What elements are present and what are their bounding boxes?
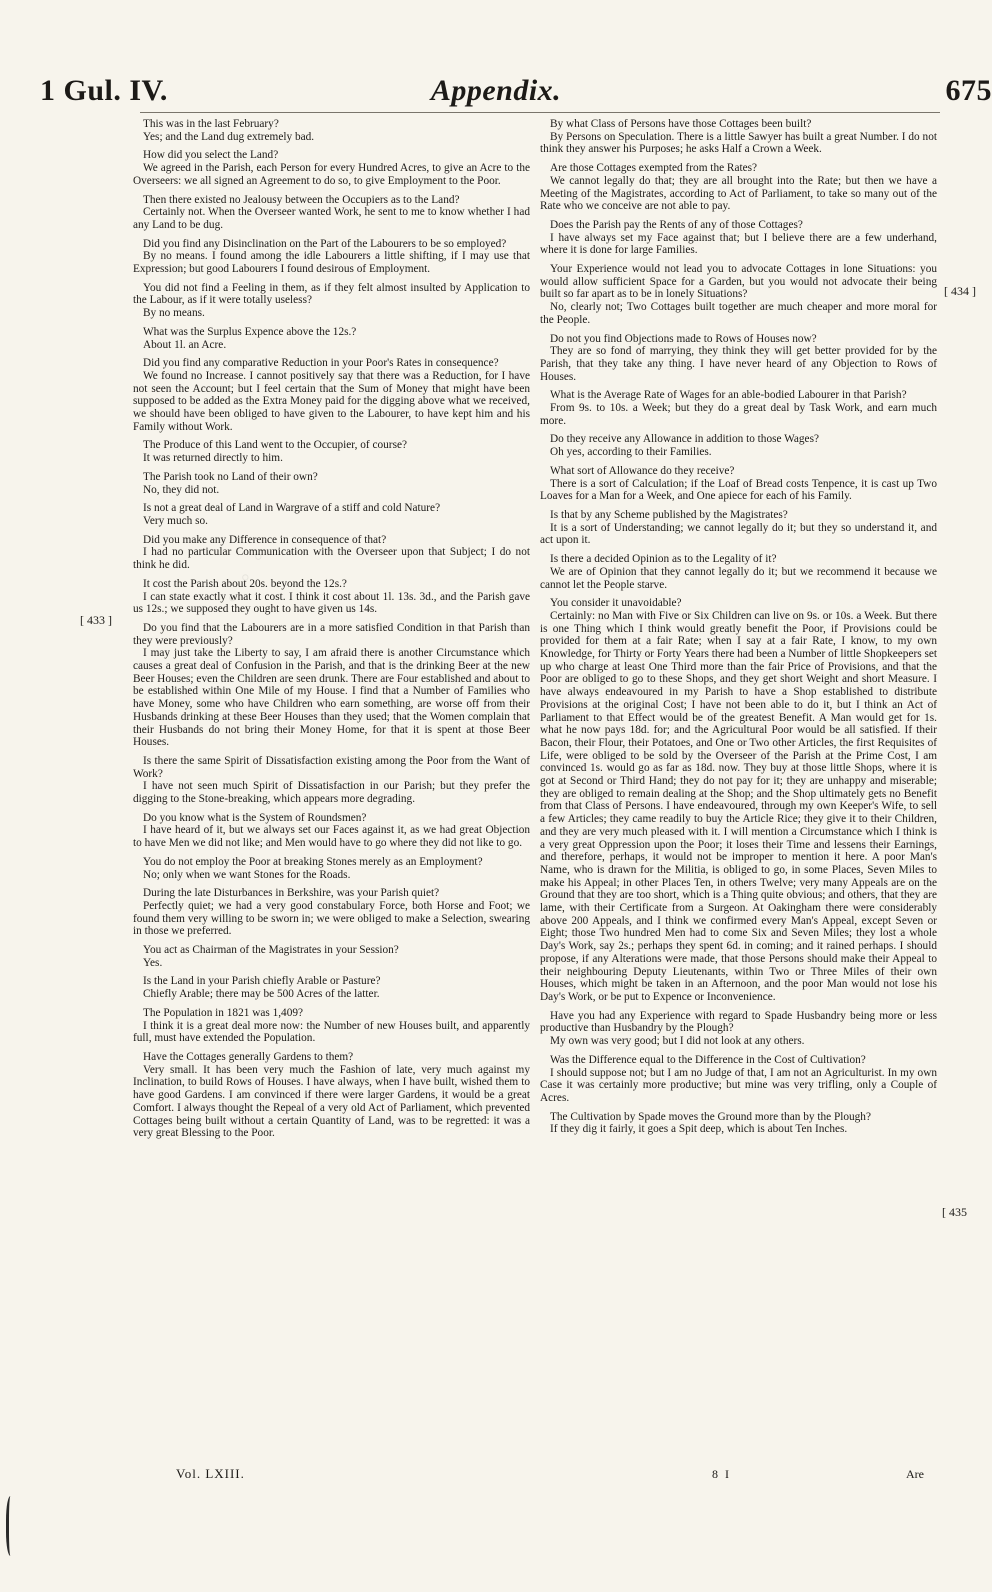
margin-page-ref-434: [ 434 ] bbox=[944, 284, 976, 298]
answer: I have always set my Face against that; but I believe there are a few underhand, where it is done for large Families. bbox=[540, 231, 937, 257]
answer: Chiefly Arable; there may be 500 Acres of the latter. bbox=[143, 988, 380, 1001]
left-column bbox=[133, 118, 530, 1146]
answer: I had no particular Communication with the Overseer upon that Subject; I do not think he did. bbox=[133, 546, 530, 572]
footer-catchword: Are bbox=[906, 1467, 924, 1481]
answer: About 1l. an Acre. bbox=[143, 338, 227, 351]
answer: I think it is a great deal more now: the Number of new Houses built, and apparently full, must have extended the Population. bbox=[133, 1019, 530, 1045]
margin-page-ref-433: [ 433 ] bbox=[80, 613, 112, 627]
question: The Population in 1821 was 1,409? bbox=[143, 1006, 304, 1019]
answer: Oh yes, according to their Families. bbox=[550, 446, 712, 459]
answer: I have heard of it, but we always set our Faces against it, as we had great Objection to have Men we did not like; and Men would have to go where they did not like to go. bbox=[133, 824, 530, 850]
answer: By Persons on Speculation. There is a little Sawyer has built a great Number. I do not think they answer his Purposes; he asks Half a Crown a Week. bbox=[540, 130, 937, 156]
answer: If they dig it fairly, it goes a Spit deep, which is about Ten Inches. bbox=[550, 1123, 848, 1136]
answer: Yes. bbox=[143, 956, 163, 969]
question: Your Experience would not lead you to advocate Cottages in lone Situations: you would allow sufficient Space for a Garden, but you would not advocate their being built so far apart as to be in lonely Situations? bbox=[540, 263, 937, 301]
library-watermark: ◦ ◦ ◦ bbox=[216, 540, 275, 610]
right-column bbox=[540, 118, 937, 1142]
answer: I should suppose not; but I am no Judge of that, I am not an Agriculturist. In my own Case it was certainly more productive; but mine was very trifling, only a Couple of Acres. bbox=[540, 1066, 937, 1104]
question: Did you make any Difference in consequence of that? bbox=[143, 533, 387, 546]
question: Do not you find Objections made to Rows of Houses now? bbox=[550, 332, 817, 345]
answer: There is a sort of Calculation; if the Loaf of Bread costs Tenpence, it is cast up Two Loaves for a Man for a Week, and One apiece for each of his Family. bbox=[540, 477, 937, 503]
question: What sort of Allowance do they receive? bbox=[550, 464, 735, 477]
question: Have you had any Experience with regard to Spade Husbandry being more or less productive than Husbandry by the Plough? bbox=[540, 1009, 937, 1035]
page-edge-mark bbox=[6, 1496, 17, 1556]
answer: I may just take the Liberty to say, I am afraid there is another Circumstance which causes a great deal of Confusion in the Parish, and that is the drinking Beer at the new Beer Houses; even the Children are seen drunk. There are Four established and about to be established within One Mile of my House. I find that a Number of Families who have Money, some who have Children who earn something, are worse off from their Husbands drinking at these Beer Houses than they used; that the Women complain that their Husbands do not bring their Money Home, for that it is spent at those Beer Houses. bbox=[133, 647, 530, 749]
question: You did not find a Feeling in them, as if they felt almost insulted by Application to the Labour, as if it were totally useless? bbox=[133, 281, 530, 307]
question: Then there existed no Jealousy between the Occupiers as to the Land? bbox=[143, 193, 460, 206]
question: Is that by any Scheme published by the Magistrates? bbox=[550, 508, 788, 521]
question: Do you know what is the System of Roundsmen? bbox=[143, 811, 367, 824]
answer: It was returned directly to him. bbox=[143, 452, 283, 465]
question: Did you find any Disinclination on the Part of the Labourers to be so employed? bbox=[143, 237, 507, 250]
question: Are those Cottages exempted from the Rates? bbox=[550, 162, 758, 175]
answer: We cannot legally do that; they are all brought into the Rate; but then we have a Meeting of the Magistrates, according to Act of Parliament, to take so many out of the Rate who we conceive are not able to pay. bbox=[540, 174, 937, 213]
answer: Perfectly quiet; we had a very good constabulary Force, both Horse and Foot; we found them very willing to be sworn in; we were obliged to make a Selection, swearing in those we preferred. bbox=[133, 899, 530, 938]
answer: No, they did not. bbox=[143, 483, 220, 496]
question: It cost the Parish about 20s. beyond the 12s.? bbox=[143, 577, 347, 590]
answer: We agreed in the Parish, each Person for every Hundred Acres, to give an Acre to the Overseers: we all signed an Agreement to do so, to give Employment to the Poor. bbox=[133, 162, 530, 187]
answer: No; only when we want Stones for the Roads. bbox=[143, 868, 351, 881]
question: What was the Surplus Expence above the 12s.? bbox=[143, 325, 357, 338]
question: Is the Land in your Parish chiefly Arable or Pasture? bbox=[143, 975, 381, 988]
answer: Very small. It has been very much the Fashion of late, very much against my Inclination, to build Rows of Houses. I have always, when I have built, wished them to have good Gardens. I am convinced if there were larger Gardens, it would be a great Comfort. I always thought the Repeal of a very old Act of Parliament, which prevented Cottages being built without a certain Quantity of Land, was to be regretted: it was a very great Blessing to the Poor. bbox=[133, 1063, 530, 1140]
answer: Yes; and the Land dug extremely bad. bbox=[143, 130, 315, 143]
answer: Very much so. bbox=[143, 514, 208, 527]
question: Did you find any comparative Reduction in your Poor's Rates in consequence? bbox=[143, 357, 499, 370]
question: By what Class of Persons have those Cottages been built? bbox=[550, 118, 812, 130]
question: Is not a great deal of Land in Wargrave of a stiff and cold Nature? bbox=[143, 502, 441, 515]
answer: We are of Opinion that they cannot legally do it; but we recommend it because we cannot let the People starve. bbox=[540, 565, 937, 591]
question: During the late Disturbances in Berkshire, was your Parish quiet? bbox=[143, 887, 440, 900]
question: You consider it unavoidable? bbox=[550, 597, 682, 610]
answer: From 9s. to 10s. a Week; but they do a great deal by Task Work, and earn much more. bbox=[540, 402, 937, 427]
header-title: Appendix. bbox=[430, 74, 562, 107]
answer: I have not seen much Spirit of Dissatisfaction in our Parish; but they prefer the digging to the Stone-breaking, which appears more degrading. bbox=[133, 780, 530, 806]
question: How did you select the Land? bbox=[143, 149, 279, 162]
question: The Produce of this Land went to the Occupier, of course? bbox=[143, 439, 407, 452]
question: The Parish took no Land of their own? bbox=[143, 470, 318, 483]
answer: Certainly not. When the Overseer wanted Work, he sent to me to know whether I had any Land to be dug. bbox=[133, 206, 530, 231]
question: Do they receive any Allowance in addition to those Wages? bbox=[550, 433, 819, 446]
question: Do you find that the Labourers are in a more satisfied Condition in that Parish than they were previously? bbox=[133, 621, 530, 647]
question: Was the Difference equal to the Difference in the Cost of Cultivation? bbox=[550, 1053, 866, 1066]
question: The Cultivation by Spade moves the Ground more than by the Plough? bbox=[550, 1110, 871, 1123]
question: Does the Parish pay the Rents of any of those Cottages? bbox=[550, 218, 803, 231]
margin-page-ref-435: [ 435 bbox=[942, 1205, 967, 1219]
header-rule bbox=[140, 112, 940, 113]
answer: Certainly: no Man with Five or Six Children can live on 9s. or 10s. a Week. But there is one Thing which I think would greatly benefit the Poor, if Provisions could be provided for them at a fair Rate; when I say at a fair Rate, I know, to my own Knowledge, for Thirty or Forty Years there had been a Number of little Shopkeepers set up who charge at least One Third more than the fair Price of Provisions, and that the Poor are obliged to go to these Shops, and they get short Weight and short Measure. I have always endeavoured in my Parish to have a Shop established to distribute Provisions at the original Cost; I have not been able to do it, but I think an Act of Parliament to that Effect would be of the greatest Benefit. A Man would get for 1s. what he now pays 18d. for; and the Agricultural Poor would be all satisfied. If their Bacon, their Flour, their Potatoes, and One or Two other Articles, the first Requisites of Life, were obliged to be sold by the Overseer of the Parish at the Prime Cost, I am convinced 1s. would go as far as 18d. now. They buy at those little Shops, where it is got at Second or Third Hand; they do not pay for it; they are unhappy and miserable; they are obliged to remain dealing at the Shop; and the Shop ultimately gets no Benefit from that Class of Persons. I have endeavoured, through my own Keeper's Wife, to sell a few Articles; they came readily to buy the Article Rice; they give it to their Children, and they are very much pleased with it. I will mention a Circumstance which I think is a very great Oppression upon the Poor; it loses their Time and lessens their Earnings, and therefore, perhaps, it would not be improper to mention it here. A poor Man's Name, who is drawn for the Militia, is obliged to go, in some Places, Seven Miles to make his Appeal; in other Places Ten, in others Twelve; very many Appeals are on the Ground that they are too short, which is a Thing quite obvious; and others, that they are lame, with their Certificate from a Surgeon. At Oakingham there were considerably above 200 Appeals, and I think we confirmed every Man's Appeal, except Seven or Eight; those Two hundred Men had to come Six and Seven Miles; they lost a whole Day's Work, say 2s.; perhaps they spent 6d. in coming; and it rained perhaps. I should propose, if any Alterations were made, that those Persons should make their Appeal to their neighbouring Deputy Lieutenants, within Two or Three Miles of their own Houses, which might be taken in an Afternoon, and the poor Man would not lose his Day's Work, or be put to Expence or Inconvenience. bbox=[540, 609, 937, 1003]
footer-volume: Vol. LXIII. bbox=[176, 1466, 245, 1481]
header-regnal-year: 1 Gul. IV. bbox=[40, 74, 168, 107]
question: You do not employ the Poor at breaking Stones merely as an Employment? bbox=[143, 855, 483, 868]
question: This was in the last February? bbox=[143, 118, 279, 130]
answer: They are so fond of marrying, they think they will get better provided for by the Parish, that they take any thing. I have never heard of any Objection to Rows of Houses. bbox=[540, 345, 937, 383]
answer: By no means. I found among the idle Labourers a little shifting, if I may use that Expression; but good Labourers I found desirous of Employment. bbox=[133, 250, 530, 276]
answer: We found no Increase. I cannot positively say that there was a Reduction, for I have not seen the Account; but I feel certain that the Sum of Money that might have been supposed to be added as the Extra Money paid for the digging above what we received, we should have been obliged to have given to the Labourer, to have kept him and his Family without Work. bbox=[133, 369, 530, 433]
answer: It is a sort of Understanding; we cannot legally do it; but they so understand it, and act upon it. bbox=[540, 521, 937, 547]
answer: By no means. bbox=[143, 307, 205, 320]
header-page-number: 675 bbox=[945, 74, 992, 107]
question: Is there a decided Opinion as to the Legality of it? bbox=[550, 553, 777, 566]
footer-signature: 8 I bbox=[712, 1467, 731, 1481]
question: You act as Chairman of the Magistrates in your Session? bbox=[143, 944, 399, 957]
question: Is there the same Spirit of Dissatisfaction existing among the Poor from the Want of Work? bbox=[133, 754, 530, 780]
answer: My own was very good; but I did not look at any others. bbox=[550, 1035, 805, 1048]
question: What is the Average Rate of Wages for an able-bodied Labourer in that Parish? bbox=[550, 389, 907, 402]
answer: I can state exactly what it cost. I think it cost about 1l. 13s. 3d., and the Parish gave us 12s.; we supposed they ought to have given us 14s. bbox=[133, 590, 530, 616]
question: Have the Cottages generally Gardens to them? bbox=[143, 1051, 354, 1063]
answer: No, clearly not; Two Cottages built together are much cheaper and more moral for the People. bbox=[540, 301, 937, 326]
